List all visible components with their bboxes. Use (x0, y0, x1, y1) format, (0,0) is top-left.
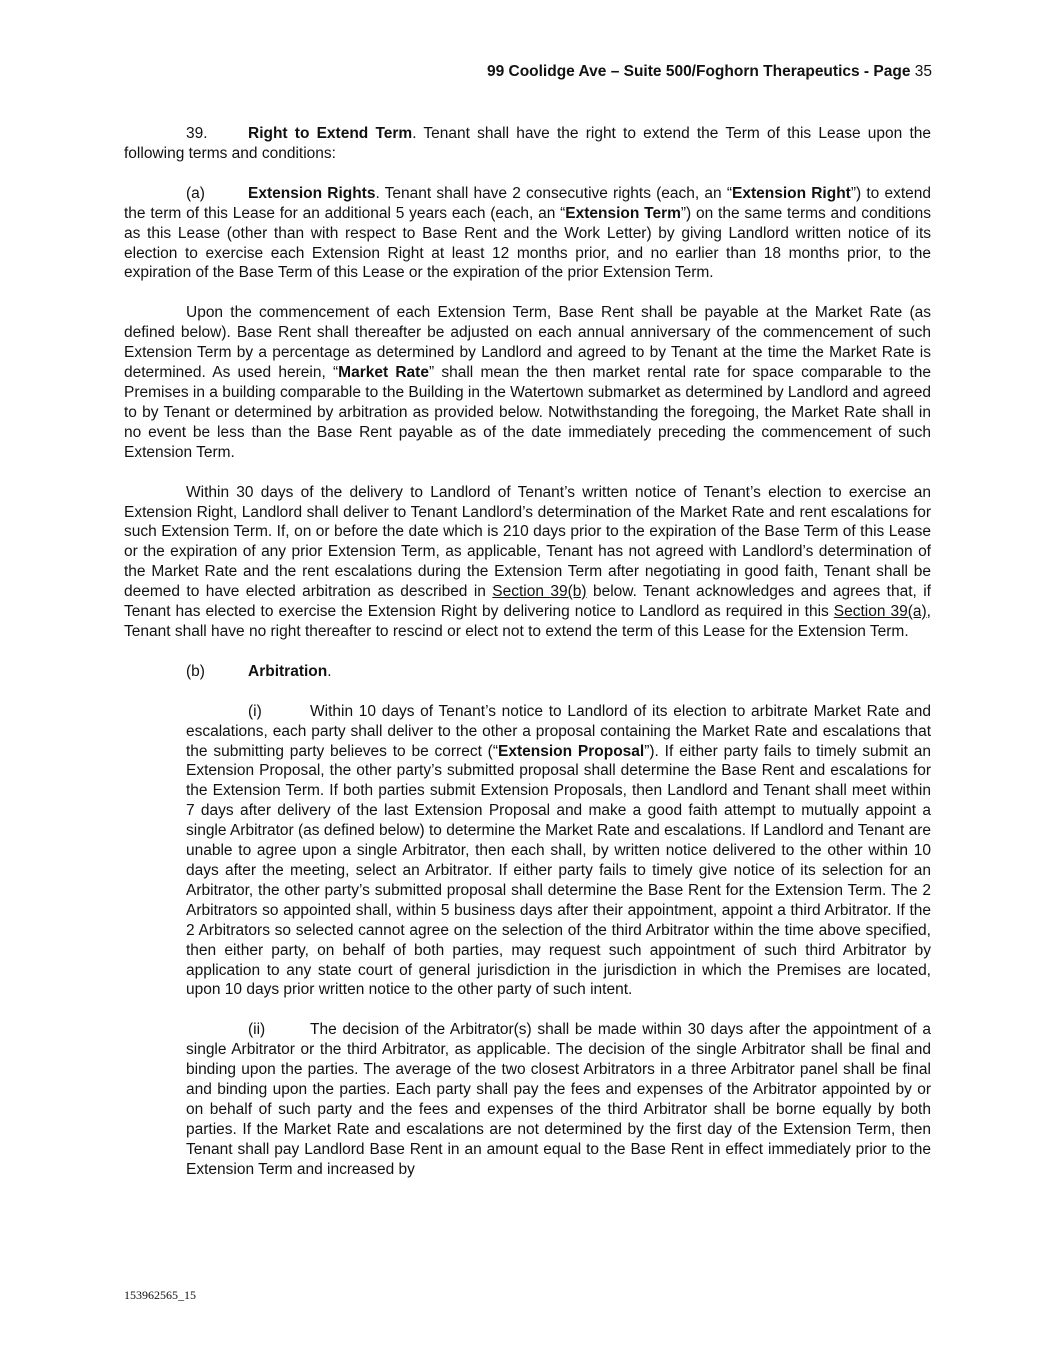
paragraph-b-arbitration: (b) Arbitration. (186, 662, 332, 680)
section-39a-reference: Section 39(a) (833, 603, 927, 621)
defined-term-extension-term: Extension Term (565, 204, 681, 222)
subparagraph-ii-label: (ii) (248, 1021, 266, 1039)
defined-term-market-rate: Market Rate (338, 364, 429, 382)
paragraph-market-rate: Upon the commencement of each Extension Term, Base Rent shall be payable at the Market Rate (as defined below). Base Rent shall thereafter be adjusted on each annual anniversary of the commencement of such Extension Term by a percentage as determined by Landlord and agreed to by Tenant at the time the Market Rate is determined. As used herein, “Market Rate” shall mean the then market rental rate for space comparable to the Premises in a building comparable to the Building in the Watertown submarket as determined by Landlord and agreed to by Tenant or determined by arbitration as provided below. Notwithstanding the foregoing, the Market Rate shall in no event be less than the Base Rent payable as of the date immediately preceding the commencement of such Extension Term. (124, 304, 931, 461)
paragraph-a-extension-rights: (a) Extension Rights. Tenant shall have 2 consecutive rights (each, an “Extension Right”) to extend the term of this Lease for an additional 5 years each (each, an “Extension Term”) on the same terms and conditions as this Lease (other than with respect to Base Rent and the Work Letter) by giving Landlord written notice of its election to exercise each Extension Right at least 12 months prior, and no earlier than 18 months prior, to the expiration of the Base Term of this Lease or the expiration of the prior Extension Term. (124, 184, 931, 282)
footer-document-id: 153962565_15 (124, 1288, 196, 1302)
paragraph-determination: Within 30 days of the delivery to Landlord of Tenant’s written notice of Tenant’s election to exercise an Extension Right, Landlord shall deliver to Tenant Landlord’s determination of the Market Rate and rent escalations for such Extension Term. If, on or before the date which is 210 days prior to the expiration of the Base Term of this Lease or the expiration of any prior Extension Term, as applicable, Tenant has not agreed with Landlord’s determination of the Market Rate and the rent escalations during the Extension Term after negotiating in good faith, Tenant shall be deemed to have elected arbitration as described in Section 39(b) below. Tenant acknowledges and agrees that, if Tenant has elected to exercise the Extension Right by delivering notice to Landlord as required in this Section 39(a), Tenant shall have no right thereafter to rescind or elect not to extend the term of this Lease for the Extension Term. (124, 483, 931, 640)
document-body (124, 124, 931, 1200)
section-heading: Right to Extend Term (248, 125, 413, 142)
section-39-paragraph: 39. Right to Extend Term. Tenant shall have the right to extend the Term of this Lease upon the following terms and conditions: (124, 125, 931, 162)
defined-term-extension-right: Extension Right (731, 184, 851, 202)
header-title: 99 Coolidge Ave – Suite 500/Foghorn Therapeutics - Page (486, 63, 911, 80)
subparagraph-i-label: (i) (248, 702, 262, 720)
paragraph-b-heading: Arbitration (248, 662, 328, 680)
defined-term-extension-proposal: Extension Proposal (498, 742, 645, 760)
section-39b-reference: Section 39(b) (492, 583, 587, 601)
subparagraph-b-ii: (ii) The decision of the Arbitrator(s) shall be made within 30 days after the appointment of a single Arbitrator or the third Arbitrator, as applicable. The decision of the single Arbitrator shall be final and binding upon the parties. The average of the two closest Arbitrators in a three Arbitrator panel shall be final and binding upon the parties. Each party shall pay the fees and expenses of the Arbitrator appointed by or on behalf of such party and the fees and expenses of the third Arbitrator shall be borne equally by both parties. If the Market Rate and escalations are not determined by the first day of the Extension Term, then Tenant shall pay Landlord Base Rent in an amount equal to the Base Rent in effect immediately prior to the Extension Term and increased by (186, 1021, 931, 1178)
subparagraph-b-i: (i) Within 10 days of Tenant’s notice to Landlord of its election to arbitrate Market Rate and escalations, each party shall deliver to the other a proposal containing the Market Rate and escalations that the submitting party believes to be correct (“Extension Proposal”). If either party fails to timely submit an Extension Proposal, the other party’s submitted proposal shall determine the Base Rent and escalations for the Extension Term. If both parties submit Extension Proposals, then Landlord and Tenant shall meet within 7 days after delivery of the last Extension Proposal and make a good faith attempt to mutually appoint a single Arbitrator (as defined below) to determine the Market Rate and escalations. If Landlord and Tenant are unable to agree upon a single Arbitrator, then each shall, by written notice delivered to the other within 10 days after the meeting, select an Arbitrator. If either party fails to timely give notice of its selection for an Arbitrator, the other party’s submitted proposal shall determine the Base Rent for the Extension Term. The 2 Arbitrators so appointed shall, within 5 business days after their appointment, appoint a third Arbitrator. If the 2 Arbitrators so selected cannot agree on the selection of the third Arbitrator within the time above specified, then either party, on behalf of both parties, may request such appointment of such third Arbitrator by application to any state court of general jurisdiction in the jurisdiction in which the Premises are located, upon 10 days prior written notice to the other party of such intent. (186, 702, 932, 999)
paragraph-a-heading: Extension Rights (248, 184, 376, 202)
page-number: 35 (914, 63, 932, 80)
page-header (487, 63, 932, 81)
section-number: 39. (186, 125, 208, 142)
paragraph-b-label: (b) (186, 662, 205, 680)
paragraph-a-label: (a) (186, 184, 205, 202)
